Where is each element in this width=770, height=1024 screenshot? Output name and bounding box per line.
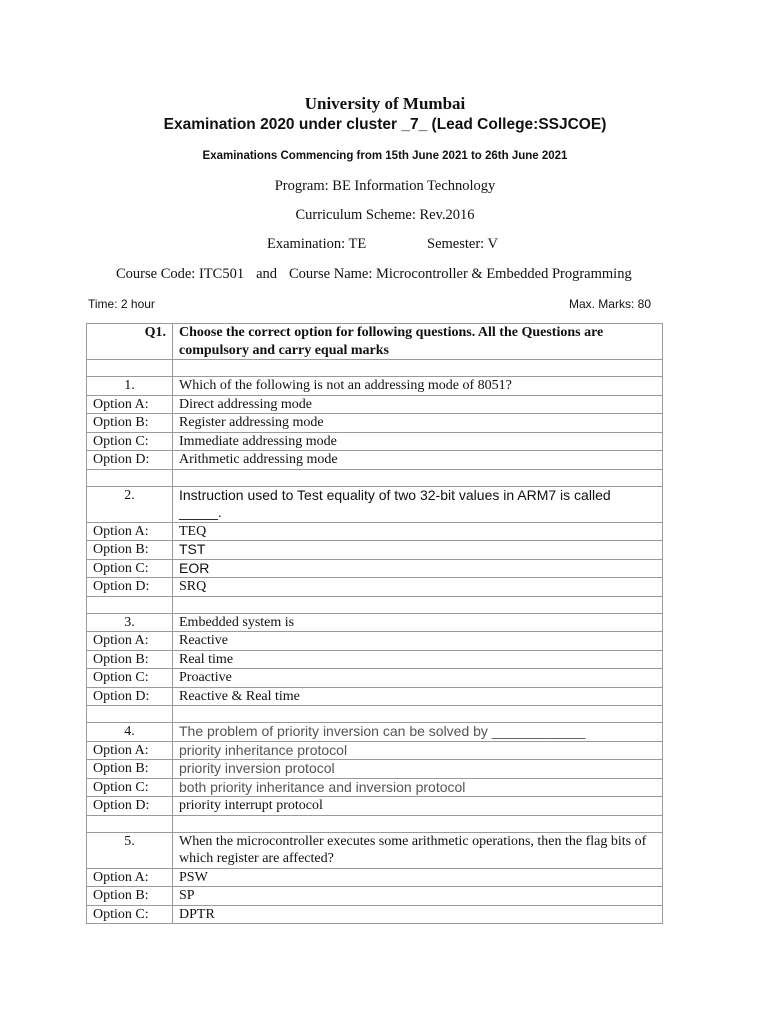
option-row [87, 797, 663, 816]
question-number: Q1. [87, 324, 173, 360]
examination-label: Examination: TE [267, 236, 367, 252]
option-text: SRQ [173, 578, 663, 597]
option-text: Reactive & Real time [173, 687, 663, 706]
option-row [87, 395, 663, 414]
option-text: Direct addressing mode [173, 395, 663, 414]
option-row [87, 741, 663, 760]
option-row [87, 414, 663, 433]
question-number: 2. [87, 486, 173, 522]
option-row [87, 887, 663, 906]
option-row [87, 778, 663, 797]
option-row [87, 650, 663, 669]
option-row [87, 522, 663, 541]
option-label: Option D: [87, 797, 173, 816]
question-row [87, 723, 663, 742]
spacer-row [87, 469, 663, 486]
question-number: 5. [87, 832, 173, 868]
question-number: 3. [87, 613, 173, 632]
option-label: Option B: [87, 650, 173, 669]
option-text: DPTR [173, 905, 663, 924]
option-label: Option D: [87, 451, 173, 470]
question-text: When the microcontroller executes some arithmetic operations, then the flag bits of which register are affected? [173, 832, 663, 868]
question-text: Instruction used to Test equality of two 32-bit values in ARM7 is called _____. [173, 486, 663, 522]
option-label: Option A: [87, 868, 173, 887]
option-row [87, 760, 663, 779]
spacer-row [87, 706, 663, 723]
option-text: Register addressing mode [173, 414, 663, 433]
option-label: Option B: [87, 541, 173, 560]
option-row [87, 632, 663, 651]
spacer-row [87, 815, 663, 832]
option-row [87, 432, 663, 451]
question-row [87, 486, 663, 522]
option-text: PSW [173, 868, 663, 887]
max-marks-label: Max. Marks: 80 [568, 297, 651, 311]
question-number: 4. [87, 723, 173, 742]
option-text: TEQ [173, 522, 663, 541]
question-row [87, 832, 663, 868]
program-line: Program: BE Information Technology [274, 178, 496, 194]
option-text: Arithmetic addressing mode [173, 451, 663, 470]
option-row [87, 578, 663, 597]
questions-table [86, 323, 663, 924]
course-code: Course Code: ITC501 [116, 266, 245, 282]
option-label: Option A: [87, 741, 173, 760]
option-text: priority inversion protocol [173, 760, 663, 779]
question-header-row [87, 324, 663, 360]
option-label: Option C: [87, 669, 173, 688]
course-line [116, 266, 632, 283]
question-instruction: Choose the correct option for following questions. All the Questions are compulsory and carry equal marks [173, 324, 663, 360]
option-text: priority inheritance protocol [173, 741, 663, 760]
commencing-dates: Examinations Commencing from 15th June 2021 to 26th June 2021 [202, 150, 568, 162]
option-text: SP [173, 887, 663, 906]
option-text: Real time [173, 650, 663, 669]
course-name: Course Name: Microcontroller & Embedded Programming [289, 266, 632, 282]
option-row [87, 451, 663, 470]
question-text: Embedded system is [173, 613, 663, 632]
option-label: Option B: [87, 887, 173, 906]
spacer-row [87, 360, 663, 377]
option-label: Option C: [87, 905, 173, 924]
option-text: priority interrupt protocol [173, 797, 663, 816]
question-number: 1. [87, 377, 173, 396]
examination-title: Examination 2020 under cluster _7_ (Lead College:SSJCOE) [163, 116, 607, 133]
option-row [87, 687, 663, 706]
option-text: Reactive [173, 632, 663, 651]
question-text: Which of the following is not an addressing mode of 8051? [173, 377, 663, 396]
option-text: TST [173, 541, 663, 560]
option-label: Option D: [87, 578, 173, 597]
spacer-row [87, 596, 663, 613]
semester-label: Semester: V [427, 236, 499, 252]
curriculum-line: Curriculum Scheme: Rev.2016 [295, 207, 475, 223]
option-text: both priority inheritance and inversion protocol [173, 778, 663, 797]
option-label: Option C: [87, 778, 173, 797]
option-label: Option B: [87, 760, 173, 779]
option-label: Option B: [87, 414, 173, 433]
question-row [87, 613, 663, 632]
option-label: Option A: [87, 522, 173, 541]
option-label: Option A: [87, 395, 173, 414]
option-row [87, 669, 663, 688]
option-label: Option D: [87, 687, 173, 706]
option-text: Proactive [173, 669, 663, 688]
option-label: Option C: [87, 559, 173, 578]
time-label: Time: 2 hour [88, 297, 155, 311]
university-title: University of Mumbai [304, 94, 466, 113]
course-and: and [256, 266, 278, 282]
question-row [87, 377, 663, 396]
option-text: EOR [173, 559, 663, 578]
option-row [87, 868, 663, 887]
option-label: Option A: [87, 632, 173, 651]
option-text: Immediate addressing mode [173, 432, 663, 451]
option-row [87, 905, 663, 924]
option-row [87, 559, 663, 578]
option-label: Option C: [87, 432, 173, 451]
question-text: The problem of priority inversion can be solved by ____________ [173, 723, 663, 742]
option-row [87, 541, 663, 560]
